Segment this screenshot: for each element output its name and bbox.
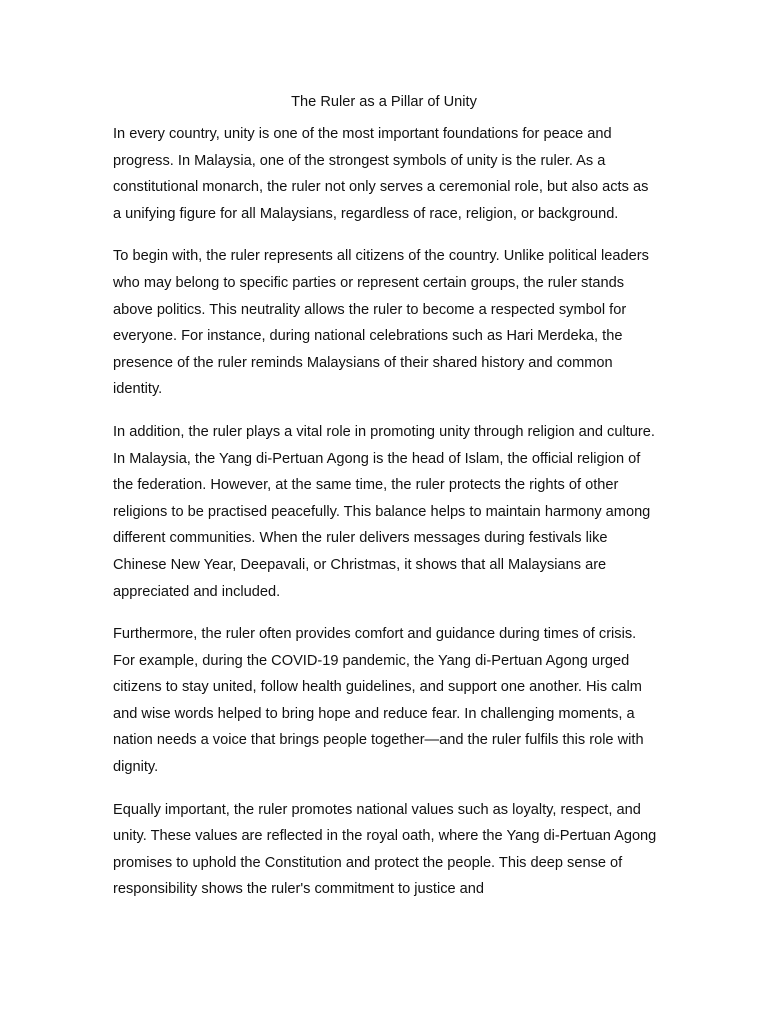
paragraph-2: To begin with, the ruler represents all citizens of the country. Unlike political leaders who may belong to specific parties or represent certain groups, the ruler stands above politics. This neutrality allows the ruler to become a respected symbol for everyone. For instance, during national celebrations such as Hari Merdeka, the presence of the ruler reminds Malaysians of their shared history and common identity. [113,248,649,398]
document-body [113,121,658,919]
paragraph-1: In every country, unity is one of the most important foundations for peace and progress. In Malaysia, one of the strongest symbols of unity is the ruler. As a constitutional monarch, the ruler not only serves a ceremonial role, but also acts as a unifying figure for all Malaysians, regardless of race, religion, or background. [113,126,649,222]
paragraph-3: In addition, the ruler plays a vital role in promoting unity through religion and culture. In Malaysia, the Yang di-Pertuan Agong is the head of Islam, the official religion of the federation. However, at the same time, the ruler protects the rights of other religions to be practised peacefully. This balance helps to maintain harmony among different communities. When the ruler delivers messages during festivals like Chinese New Year, Deepavali, or Christmas, it shows that all Malaysians are appreciated and included. [113,423,655,600]
paragraph-5: Equally important, the ruler promotes national values such as loyalty, respect, and unity. These values are reflected in the royal oath, where the Yang di-Pertuan Agong promises to uphold the Constitution and protect the people. This deep sense of responsibility shows the ruler's commitment to justice and [113,801,657,898]
paragraph-4: Furthermore, the ruler often provides comfort and guidance during times of crisis. For example, during the COVID-19 pandemic, the Yang di-Pertuan Agong urged citizens to stay united, follow health guidelines, and support one another. His calm and wise words helped to bring hope and reduce fear. In challenging moments, a nation needs a voice that brings people together—and the ruler fulfils this role with dignity. [113,626,644,776]
document-title: The Ruler as a Pillar of Unity [291,94,477,110]
